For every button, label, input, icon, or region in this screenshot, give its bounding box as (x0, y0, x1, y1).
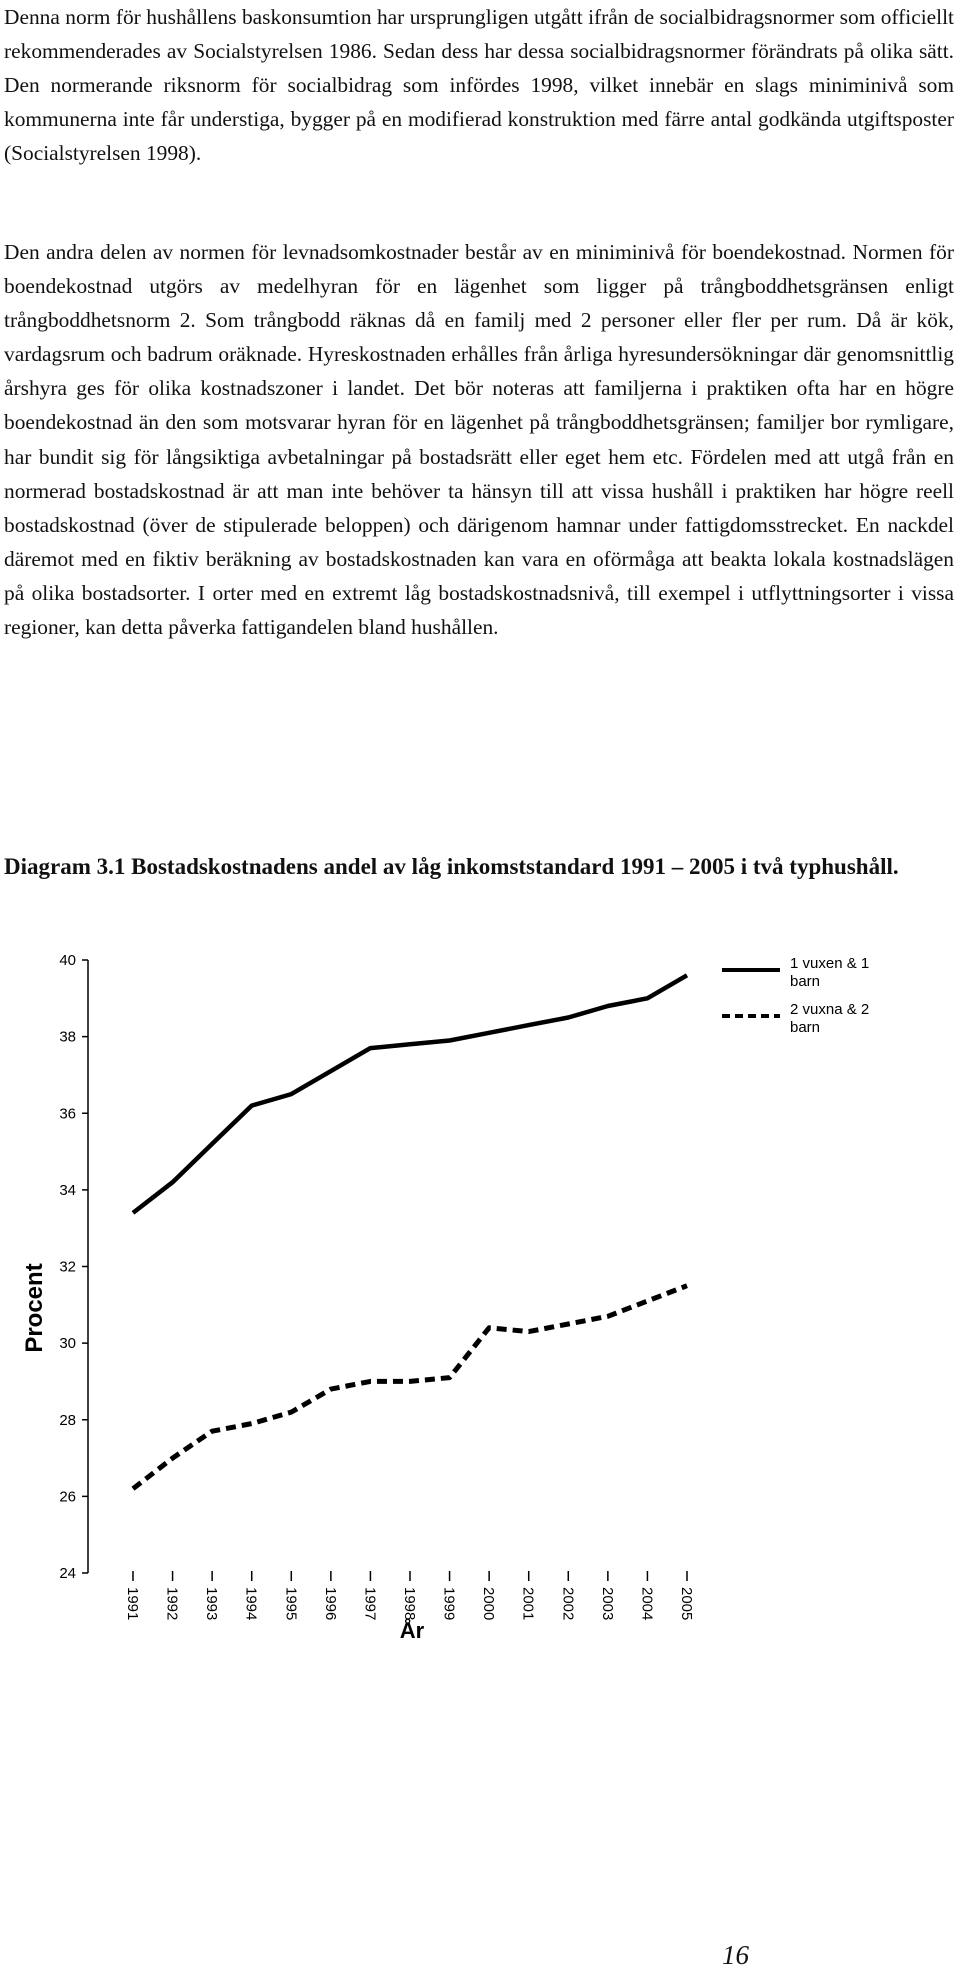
x-tick-label: 2000 (480, 1587, 498, 1621)
y-tick-label: 34 (59, 1181, 76, 1199)
legend-label-2 (790, 1001, 869, 1036)
y-axis (59, 952, 88, 1582)
legend-label-1 (790, 955, 869, 990)
x-tick-label: 1993 (203, 1587, 221, 1621)
x-tick-label: 1996 (321, 1587, 339, 1621)
x-tick-label: 2005 (678, 1587, 695, 1621)
y-tick-label: 24 (59, 1565, 76, 1582)
x-tick-label: 1995 (282, 1587, 300, 1621)
x-tick-label: 2003 (598, 1587, 616, 1621)
body-paragraph-2: Den andra delen av normen för levnadsomkostnader består av en miniminivå för boendekostnad. Normen för boendekostnad utgörs av medelhyran för en lägenhet som ligger på trångboddhetsgränsen enligt trångboddhetsnorm 2. Som trångbodd räknas då en familj med 2 personer eller fler per rum. Då är kök, vardagsrum och badrum oräknade. Hyreskostnaden erhålles från årliga hyresundersökningar där genomsnittlig årshyra ges för olika kostnadszoner i landet. Det bör noteras att familjerna i praktiken ofta har en högre boendekostnad än den som motsvarar hyran för en lägenhet på trångboddhetsgränsen; familjer bor rymligare, har bundit sig för långsiktiga avbetalningar på bostadsrätt eller eget hem etc. Fördelen med att utgå från en normerad bostadskostnad är att man inte behöver ta hänsyn till att vissa hushåll i praktiken har högre reell bostadskostnad (över de stipulerade beloppen) och därigenom hamnar under fattigdomsstrecket. En nackdel däremot med en fiktiv beräkning av bostadskostnaden kan vara en oförmåga att beakta lokala kostnadslägen på olika bostadsorter. I orter med en extremt låg bostadskostnadsnivå, till exempel i utflyttningsorter i vissa regioner, kan detta påverka fattigandelen bland hushållen. (4, 240, 954, 640)
y-tick-label: 26 (59, 1488, 76, 1506)
y-tick-label: 36 (59, 1105, 76, 1123)
series-layer (133, 975, 687, 1489)
chart-legend (722, 955, 869, 1036)
legend-label-line: 1 vuxen & 1 (790, 955, 870, 972)
y-tick-label: 38 (59, 1028, 76, 1046)
x-tick-label: 1999 (440, 1587, 458, 1621)
x-tick-label: 2002 (559, 1587, 577, 1621)
legend-label-line: barn (790, 973, 821, 990)
page-number: 16 (722, 1940, 749, 1970)
x-tick-label: 1991 (124, 1587, 141, 1621)
y-axis-label: Procent (21, 1263, 48, 1353)
x-tick-label: 2001 (519, 1587, 537, 1621)
x-tick-label: 1994 (242, 1587, 260, 1621)
y-tick-label: 40 (59, 952, 76, 969)
x-tick-label: 2004 (638, 1587, 656, 1621)
x-axis (124, 1571, 695, 1620)
figure-heading: Diagram 3.1 Bostadskostnadens andel av låg inkomststandard 1991 – 2005 i två typhushåll. (4, 854, 899, 879)
x-tick-label: 1997 (361, 1587, 379, 1621)
series-line-1 (133, 975, 687, 1213)
line-chart (0, 940, 960, 1640)
x-tick-label: 1998 (401, 1587, 418, 1621)
x-axis-label: År (399, 1618, 425, 1640)
legend-label-line: 2 vuxna & 2 (790, 1001, 870, 1018)
y-tick-label: 30 (59, 1335, 76, 1353)
legend-label-line: barn (790, 1019, 821, 1036)
series-line-2 (133, 1286, 687, 1489)
body-paragraph-1: Denna norm för hushållens baskonsumtion har ursprungligen utgått ifrån de socialbidragsnormer som officiellt rekommenderades av Socialstyrelsen 1986. Sedan dess har dessa socialbidragsnormer förändrats på olika sätt. Den normerande riksnorm för socialbidrag som infördes 1998, vilket innebär en slags miniminivå som kommunerna inte får understiga, bygger på en modifierad konstruktion med färre antal godkända utgiftsposter (Socialstyrelsen 1998). (4, 5, 954, 166)
y-tick-label: 32 (59, 1258, 76, 1276)
x-tick-label: 1992 (163, 1587, 181, 1621)
y-tick-label: 28 (59, 1411, 76, 1429)
